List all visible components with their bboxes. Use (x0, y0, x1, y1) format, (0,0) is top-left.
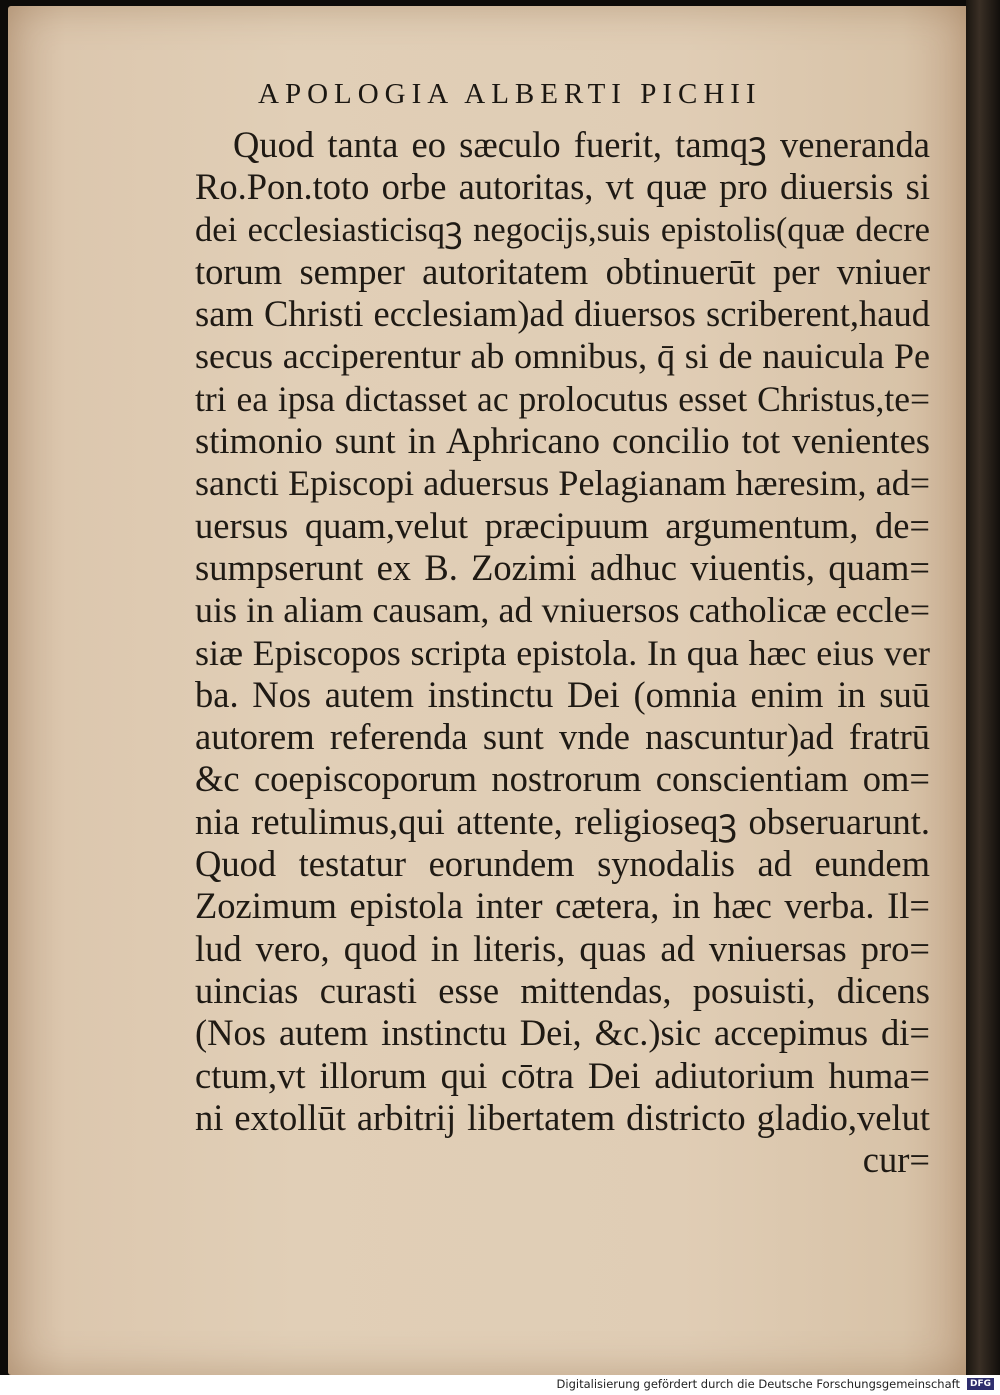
text-line: Quod tanta eo sæculo fuerit, tamqꝫ veneranda (233, 124, 930, 165)
text-line: &c coepiscoporum nostrorum conscientiam om= (195, 758, 930, 800)
text-line: siæ Episcopos scripta epistola. In qua hæc eius ver (195, 632, 930, 673)
text-line: secus acciperentur ab omnibus, q̄ si de nauicula Pe (195, 336, 930, 377)
catchword: cur= (862, 1139, 930, 1181)
text-line: autorem referenda sunt vnde nascuntur)ad fratrū (195, 716, 930, 758)
text-line: uersus quam,velut præcipuum argumentum, de= (195, 504, 930, 546)
text-line: Quod testatur eorundem synodalis ad eundem (195, 843, 930, 885)
text-line: (Nos autem instinctu Dei, &c.)sic accepimus di= (195, 1012, 930, 1054)
running-head: APOLOGIA ALBERTI PICHII (258, 78, 762, 110)
text-line: tri ea ipsa dictasset ac prolocutus esset Christus,te= (195, 378, 930, 419)
text-line: stimonio sunt in Aphricano concilio tot venientes (195, 420, 930, 462)
page-edge (966, 0, 1000, 1375)
book-page (8, 6, 970, 1375)
text-line: ni extollūt arbitrij libertatem districto gladio,velut (195, 1096, 930, 1138)
text-line: Zozimum epistola inter cætera, in hæc verba. Il= (195, 885, 930, 927)
text-line: nia retulimus,qui attente, religioseqꝫ obseruarunt. (195, 800, 930, 842)
text-block (195, 124, 930, 1181)
text-line: sancti Episcopi aduersus Pelagianam hæresim, ad= (195, 463, 930, 504)
text-line: Ro.Pon.toto orbe autoritas, vt quæ pro diuersis si (195, 166, 930, 208)
funding-notice: Digitalisierung gefördert durch die Deutsche Forschungsgemeinschaft (556, 1377, 960, 1391)
text-line: torum semper autoritatem obtinuerūt per vniuer (195, 250, 930, 292)
text-line: lud vero, quod in literis, quas ad vniuersas pro= (195, 927, 930, 969)
text-line: uis in aliam causam, ad vniuersos catholicæ eccle= (195, 590, 930, 631)
dfg-logo: DFG (967, 1378, 994, 1390)
text-line: sumpserunt ex B. Zozimi adhuc viuentis, quam= (195, 546, 930, 588)
digitization-footer (0, 1375, 1000, 1395)
text-line: ctum,vt illorum qui cōtra Dei adiutorium huma= (195, 1054, 930, 1096)
text-line: ba. Nos autem instinctu Dei (omnia enim in suū (195, 673, 930, 715)
text-line: sam Christi ecclesiam)ad diuersos scriberent,haud (195, 293, 930, 335)
text-line: uincias curasti esse mittendas, posuisti, dicens (195, 969, 930, 1011)
text-line: dei ecclesiasticisqꝫ negocijs,suis epistolis(quæ decre (195, 210, 930, 249)
